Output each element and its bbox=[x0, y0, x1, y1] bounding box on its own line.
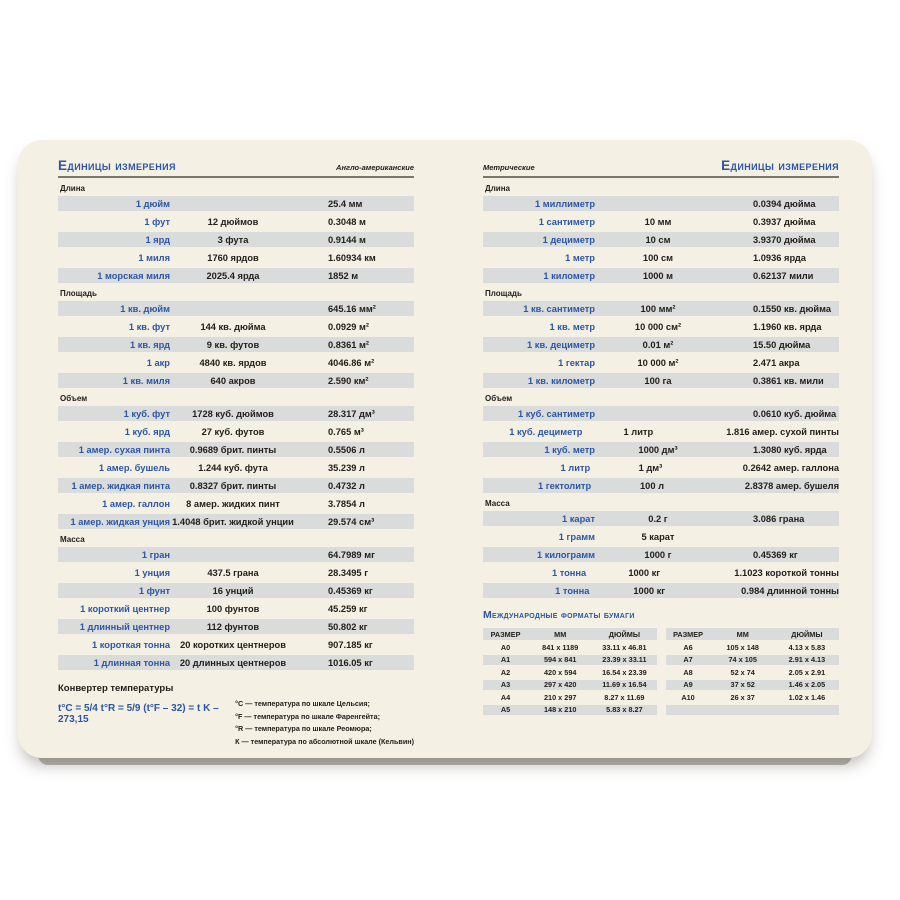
unit-name: 1 карат bbox=[562, 513, 595, 524]
unit-name: 1 короткая тонна bbox=[92, 639, 170, 650]
unit-value: 1.816 амер. сухой пинты bbox=[726, 426, 839, 437]
paper-formats bbox=[483, 609, 839, 717]
unit-name: 1 амер. жидкая унция bbox=[70, 516, 170, 527]
section-mass bbox=[483, 499, 839, 598]
unit-name: 1 кв. километр bbox=[527, 375, 595, 386]
table-row bbox=[483, 355, 839, 370]
unit-relation: 1000 м bbox=[642, 270, 674, 281]
footnote: °R — температура по шкале Реомюра; bbox=[235, 724, 372, 733]
table-row bbox=[58, 442, 414, 457]
unit-name: 1 амер. галлон bbox=[102, 498, 170, 509]
table-row bbox=[483, 406, 839, 421]
paper-table-rows bbox=[483, 642, 657, 715]
table-row bbox=[666, 667, 840, 678]
unit-name: 1 длинный центнер bbox=[79, 621, 170, 632]
temperature-formula: t°C = 5/4 t°R = 5/9 (t°F – 32) = t K – 273,15 bbox=[58, 703, 219, 725]
unit-name: 1 куб. ярд bbox=[124, 426, 170, 437]
unit-name: 1 фут bbox=[144, 216, 170, 227]
column-header-mm: ММ bbox=[736, 629, 749, 639]
table-row bbox=[58, 250, 414, 265]
header-rule bbox=[483, 176, 839, 178]
table-row bbox=[483, 301, 839, 316]
footnote: °F — температура по шкале Фаренгейта; bbox=[235, 711, 380, 721]
unit-name: 1 амер. жидкая пинта bbox=[71, 480, 170, 491]
unit-value: 0.3048 м bbox=[328, 216, 366, 227]
size-label: A9 bbox=[683, 680, 693, 690]
table-row bbox=[483, 692, 657, 703]
unit-name: 1 миллиметр bbox=[534, 198, 595, 209]
unit-value: 0.3861 кв. мили bbox=[753, 375, 824, 386]
unit-name: 1 тонна bbox=[555, 585, 590, 596]
unit-relation: 100 см bbox=[642, 252, 674, 263]
unit-relation: 437.5 грана bbox=[207, 567, 259, 578]
units-table bbox=[58, 301, 414, 388]
unit-name: 1 короткий центнер bbox=[80, 603, 170, 614]
table-row bbox=[483, 337, 839, 352]
size-label: A4 bbox=[500, 692, 511, 702]
unit-name: 1 дюйм bbox=[135, 198, 170, 209]
section-mass bbox=[58, 535, 414, 670]
unit-name: 1 метр bbox=[565, 252, 595, 263]
unit-value: 3.086 грана bbox=[753, 513, 805, 524]
unit-name: 1 акр bbox=[146, 357, 170, 368]
unit-relation: 100 мм² bbox=[640, 303, 676, 314]
unit-name: 1 ярд bbox=[145, 234, 170, 245]
page-title: Единицы измерения bbox=[58, 158, 176, 173]
size-inches: 1.02 x 1.46 bbox=[788, 692, 826, 702]
table-row bbox=[483, 655, 657, 666]
unit-relation: 10 мм bbox=[644, 216, 672, 227]
unit-value: 28.317 дм³ bbox=[328, 408, 375, 419]
unit-relation: 27 куб. футов bbox=[201, 426, 265, 437]
unit-name: 1 морская миля bbox=[97, 270, 170, 281]
table-row bbox=[483, 232, 839, 247]
unit-name: 1 кв. фут bbox=[128, 321, 170, 332]
section-area bbox=[58, 289, 414, 388]
table-row bbox=[58, 232, 414, 247]
table-row bbox=[58, 478, 414, 493]
notebook-spread bbox=[18, 140, 872, 758]
size-label: A6 bbox=[683, 642, 693, 652]
section-label: Площадь bbox=[60, 289, 97, 298]
table-row bbox=[483, 250, 839, 265]
unit-value: 2.590 км² bbox=[328, 375, 369, 386]
unit-value: 0.2642 амер. галлона bbox=[742, 462, 839, 473]
right-page-header bbox=[483, 158, 839, 173]
table-row bbox=[483, 680, 657, 691]
table-row bbox=[483, 529, 839, 544]
unit-value: 0.4732 л bbox=[328, 480, 365, 491]
table-row bbox=[58, 583, 414, 598]
unit-relation: 1 литр bbox=[623, 426, 654, 437]
table-row bbox=[58, 547, 414, 562]
table-row bbox=[58, 424, 414, 439]
paper-table-header bbox=[666, 628, 840, 640]
unit-relation: 100 л bbox=[640, 480, 665, 491]
unit-name: 1 амер. сухая пинта bbox=[78, 444, 170, 455]
paper-table-a6-a10 bbox=[666, 628, 840, 717]
unit-value: 4046.86 м² bbox=[328, 357, 375, 368]
unit-name: 1 куб. дециметр bbox=[509, 426, 583, 437]
unit-name: 1 литр bbox=[560, 462, 591, 473]
size-label: A0 bbox=[500, 642, 511, 652]
unit-name: 1 кв. метр bbox=[549, 321, 595, 332]
table-row bbox=[58, 655, 414, 670]
unit-relation: 0.9689 брит. пинты bbox=[189, 444, 277, 455]
size-inches: 2.91 x 4.13 bbox=[788, 655, 826, 665]
unit-relation: 100 га bbox=[644, 375, 672, 386]
table-row bbox=[58, 373, 414, 388]
table-row bbox=[58, 337, 414, 352]
left-page-header bbox=[58, 158, 414, 173]
paper-table-rows bbox=[666, 642, 840, 715]
table-row bbox=[58, 496, 414, 511]
table-row bbox=[483, 373, 839, 388]
left-page bbox=[58, 158, 414, 748]
table-row bbox=[483, 478, 839, 493]
size-inches: 16.54 x 23.39 bbox=[602, 667, 647, 677]
temperature-notes bbox=[235, 698, 414, 748]
table-row bbox=[58, 637, 414, 652]
unit-value: 1016.05 кг bbox=[328, 657, 373, 668]
size-mm: 74 x 105 bbox=[728, 655, 757, 665]
size-inches: 1.46 x 2.05 bbox=[788, 680, 826, 690]
unit-value: 1.3080 куб. ярда bbox=[753, 444, 827, 455]
size-mm: 26 x 37 bbox=[730, 692, 755, 702]
section-length bbox=[483, 184, 839, 283]
unit-relation: 20 длинных центнеров bbox=[179, 657, 287, 668]
table-row bbox=[666, 692, 840, 703]
unit-name: 1 грамм bbox=[558, 531, 595, 542]
unit-relation: 5 карат bbox=[641, 531, 675, 542]
section-area bbox=[483, 289, 839, 388]
unit-value: 0.5506 л bbox=[328, 444, 365, 455]
unit-relation: 1000 кг bbox=[633, 585, 666, 596]
unit-value: 45.259 кг bbox=[328, 603, 368, 614]
table-row bbox=[666, 705, 840, 716]
unit-relation: 1.244 куб. фута bbox=[198, 462, 268, 473]
size-inches: 4.13 x 5.83 bbox=[788, 642, 826, 652]
table-row bbox=[483, 667, 657, 678]
unit-value: 0.45369 кг bbox=[328, 585, 373, 596]
table-row bbox=[666, 655, 840, 666]
unit-value: 0.45369 кг bbox=[753, 549, 798, 560]
unit-relation: 1000 кг bbox=[628, 567, 661, 578]
section-volume bbox=[58, 394, 414, 529]
unit-relation: 4840 кв. ярдов bbox=[199, 357, 267, 368]
section-label: Масса bbox=[60, 535, 85, 544]
table-row bbox=[483, 583, 839, 598]
unit-name: 1 куб. фут bbox=[123, 408, 170, 419]
table-row bbox=[483, 565, 839, 580]
table-row bbox=[483, 214, 839, 229]
right-page bbox=[483, 158, 839, 717]
unit-name: 1 куб. сантиметр bbox=[518, 408, 595, 419]
size-mm: 594 x 841 bbox=[543, 655, 577, 665]
unit-value: 0.0929 м² bbox=[328, 321, 369, 332]
size-mm: 37 x 52 bbox=[730, 680, 755, 690]
unit-name: 1 кв. миля bbox=[122, 375, 170, 386]
size-inches: 5.83 x 8.27 bbox=[606, 705, 643, 715]
unit-relation: 1 дм³ bbox=[638, 462, 663, 473]
units-table bbox=[483, 511, 839, 598]
section-label: Длина bbox=[60, 184, 85, 193]
unit-value: 3.7854 л bbox=[328, 498, 365, 509]
section-label: Площадь bbox=[485, 289, 522, 298]
unit-relation: 8 амер. жидких пинт bbox=[186, 498, 280, 509]
table-row bbox=[483, 642, 657, 653]
size-inches: 8.27 x 11.69 bbox=[604, 692, 645, 702]
unit-name: 1 килограмм bbox=[536, 549, 595, 560]
section-length bbox=[58, 184, 414, 283]
unit-name: 1 кв. ярд bbox=[129, 339, 170, 350]
table-row bbox=[58, 319, 414, 334]
unit-relation: 2025.4 ярда bbox=[206, 270, 260, 281]
size-label: A5 bbox=[500, 705, 511, 715]
unit-value: 1852 м bbox=[328, 270, 359, 281]
unit-relation: 100 фунтов bbox=[206, 603, 260, 614]
unit-relation: 1728 куб. дюймов bbox=[192, 408, 274, 419]
size-mm: 841 x 1189 bbox=[542, 642, 579, 652]
size-mm: 297 x 420 bbox=[543, 680, 577, 690]
table-row bbox=[483, 460, 839, 475]
unit-value: 0.765 м³ bbox=[328, 426, 364, 437]
size-inches: 33.11 x 46.81 bbox=[602, 642, 647, 652]
unit-value: 1.1023 короткой тонны bbox=[734, 567, 839, 578]
table-row bbox=[58, 214, 414, 229]
unit-value: 35.239 л bbox=[328, 462, 365, 473]
table-row bbox=[58, 601, 414, 616]
unit-name: 1 куб. метр bbox=[544, 444, 595, 455]
footnote: °C — температура по шкале Цельсия; bbox=[235, 699, 370, 708]
temperature-converter-title: Конвертер температуры bbox=[58, 683, 174, 694]
table-row bbox=[58, 355, 414, 370]
table-row bbox=[483, 547, 839, 562]
unit-value: 0.1550 кв. дюйма bbox=[753, 303, 832, 314]
column-header-inches: ДЮЙМЫ bbox=[608, 629, 640, 639]
unit-relation: 3 фута bbox=[217, 234, 249, 245]
unit-relation: 640 акров bbox=[210, 375, 256, 386]
size-label: A2 bbox=[500, 667, 511, 677]
table-row bbox=[58, 406, 414, 421]
unit-relation: 1000 дм³ bbox=[638, 444, 678, 455]
section-label: Объем bbox=[60, 394, 88, 403]
units-table bbox=[58, 196, 414, 283]
size-label: A8 bbox=[683, 667, 693, 677]
size-inches: 23.39 x 33.11 bbox=[602, 655, 647, 665]
unit-relation: 112 фунтов bbox=[206, 621, 260, 632]
page-subtitle: Англо-американские bbox=[336, 163, 414, 172]
unit-name: 1 гектар bbox=[558, 357, 595, 368]
units-table bbox=[483, 196, 839, 283]
unit-value: 0.62137 мили bbox=[753, 270, 814, 281]
unit-name: 1 амер. бушель bbox=[98, 462, 170, 473]
unit-relation: 0.01 м² bbox=[642, 339, 674, 350]
table-row bbox=[58, 196, 414, 211]
size-mm: 210 x 297 bbox=[543, 692, 577, 702]
unit-value: 50.802 кг bbox=[328, 621, 368, 632]
unit-name: 1 гран bbox=[141, 549, 170, 560]
size-mm: 52 x 74 bbox=[730, 667, 755, 677]
unit-value: 0.0394 дюйма bbox=[753, 198, 816, 209]
unit-value: 1.60934 км bbox=[328, 252, 376, 263]
unit-relation: 12 дюймов bbox=[207, 216, 259, 227]
unit-relation: 1760 ярдов bbox=[207, 252, 259, 263]
column-header-mm: ММ bbox=[554, 629, 567, 639]
unit-name: 1 длинная тонна bbox=[93, 657, 170, 668]
section-label: Длина bbox=[485, 184, 510, 193]
size-mm: 420 x 594 bbox=[543, 667, 577, 677]
size-label: A7 bbox=[683, 655, 693, 665]
unit-value: 0.0610 куб. дюйма bbox=[753, 408, 837, 419]
paper-table-a0-a5 bbox=[483, 628, 657, 717]
unit-relation: 1.4048 брит. жидкой унции bbox=[172, 516, 294, 527]
unit-value: 64.7989 мг bbox=[328, 549, 375, 560]
size-mm: 105 x 148 bbox=[726, 642, 759, 652]
table-row bbox=[483, 511, 839, 526]
unit-name: 1 сантиметр bbox=[538, 216, 595, 227]
unit-name: 1 унция bbox=[134, 567, 170, 578]
unit-name: 1 километр bbox=[543, 270, 595, 281]
unit-name: 1 фунт bbox=[138, 585, 170, 596]
table-row bbox=[58, 460, 414, 475]
unit-relation: 144 кв. дюйма bbox=[200, 321, 266, 332]
unit-relation: 0.8327 брит. пинты bbox=[189, 480, 277, 491]
table-row bbox=[483, 268, 839, 283]
unit-value: 3.9370 дюйма bbox=[753, 234, 816, 245]
unit-value: 15.50 дюйма bbox=[753, 339, 811, 350]
section-label: Масса bbox=[485, 499, 510, 508]
unit-name: 1 кв. дециметр bbox=[527, 339, 595, 350]
unit-relation: 10 000 см² bbox=[634, 321, 682, 332]
table-row bbox=[58, 301, 414, 316]
section-label: Объем bbox=[485, 394, 513, 403]
unit-value: 0.8361 м² bbox=[328, 339, 369, 350]
unit-value: 1.0936 ярда bbox=[753, 252, 806, 263]
unit-name: 1 миля bbox=[138, 252, 170, 263]
unit-value: 0.9144 м bbox=[328, 234, 366, 245]
table-row bbox=[58, 514, 414, 529]
unit-name: 1 гектолитр bbox=[537, 480, 592, 491]
table-row bbox=[58, 565, 414, 580]
temperature-converter-body bbox=[58, 698, 414, 748]
table-row bbox=[483, 442, 839, 457]
unit-value: 907.185 кг bbox=[328, 639, 373, 650]
unit-value: 2.8378 амер. бушеля bbox=[744, 480, 839, 491]
size-mm: 148 x 210 bbox=[543, 705, 577, 715]
paper-formats-title: Международные форматы бумаги bbox=[483, 609, 635, 621]
size-inches: 11.69 x 16.54 bbox=[602, 680, 647, 690]
unit-value: 645.16 мм² bbox=[328, 303, 376, 314]
unit-name: 1 кв. сантиметр bbox=[523, 303, 595, 314]
unit-relation: 16 унций bbox=[212, 585, 254, 596]
unit-value: 0.3937 дюйма bbox=[753, 216, 816, 227]
paper-table-header bbox=[483, 628, 657, 640]
table-row bbox=[483, 319, 839, 334]
unit-relation: 10 000 м² bbox=[637, 357, 679, 368]
table-row bbox=[483, 705, 657, 716]
unit-name: 1 дециметр bbox=[542, 234, 595, 245]
unit-name: 1 тонна bbox=[551, 567, 587, 578]
page-title: Единицы измерения bbox=[721, 158, 839, 173]
unit-relation: 1000 г bbox=[644, 549, 672, 560]
table-row bbox=[666, 680, 840, 691]
column-header-inches: ДЮЙМЫ bbox=[791, 629, 823, 639]
units-table bbox=[483, 301, 839, 388]
table-row bbox=[483, 196, 839, 211]
footnote: К — температура по абсолютной шкале (Кельвин) bbox=[235, 736, 414, 746]
unit-name: 1 кв. дюйм bbox=[120, 303, 170, 314]
units-table bbox=[483, 406, 839, 493]
unit-value: 1.1960 кв. ярда bbox=[753, 321, 822, 332]
unit-value: 0.984 длинной тонны bbox=[741, 585, 839, 596]
size-label: A3 bbox=[500, 680, 511, 690]
table-row bbox=[483, 424, 839, 439]
size-inches: 2.05 x 2.91 bbox=[788, 667, 826, 677]
column-header-size: РАЗМЕР bbox=[490, 629, 521, 639]
unit-value: 28.3495 г bbox=[328, 567, 369, 578]
size-label: A10 bbox=[681, 692, 695, 702]
page-subtitle: Метрические bbox=[483, 163, 535, 172]
header-rule bbox=[58, 176, 414, 178]
unit-value: 25.4 мм bbox=[328, 198, 363, 209]
unit-relation: 0.2 г bbox=[648, 513, 668, 524]
unit-relation: 10 см bbox=[645, 234, 671, 245]
unit-relation: 20 коротких центнеров bbox=[180, 639, 286, 650]
unit-value: 29.574 см³ bbox=[328, 516, 375, 527]
unit-relation: 9 кв. футов bbox=[206, 339, 260, 350]
table-row bbox=[666, 642, 840, 653]
units-table bbox=[58, 547, 414, 670]
table-row bbox=[58, 619, 414, 634]
section-volume bbox=[483, 394, 839, 493]
column-header-size: РАЗМЕР bbox=[673, 629, 703, 639]
units-table bbox=[58, 406, 414, 529]
temperature-converter bbox=[58, 683, 414, 748]
size-label: A1 bbox=[500, 655, 511, 665]
table-row bbox=[58, 268, 414, 283]
unit-value: 2.471 акра bbox=[753, 357, 800, 368]
